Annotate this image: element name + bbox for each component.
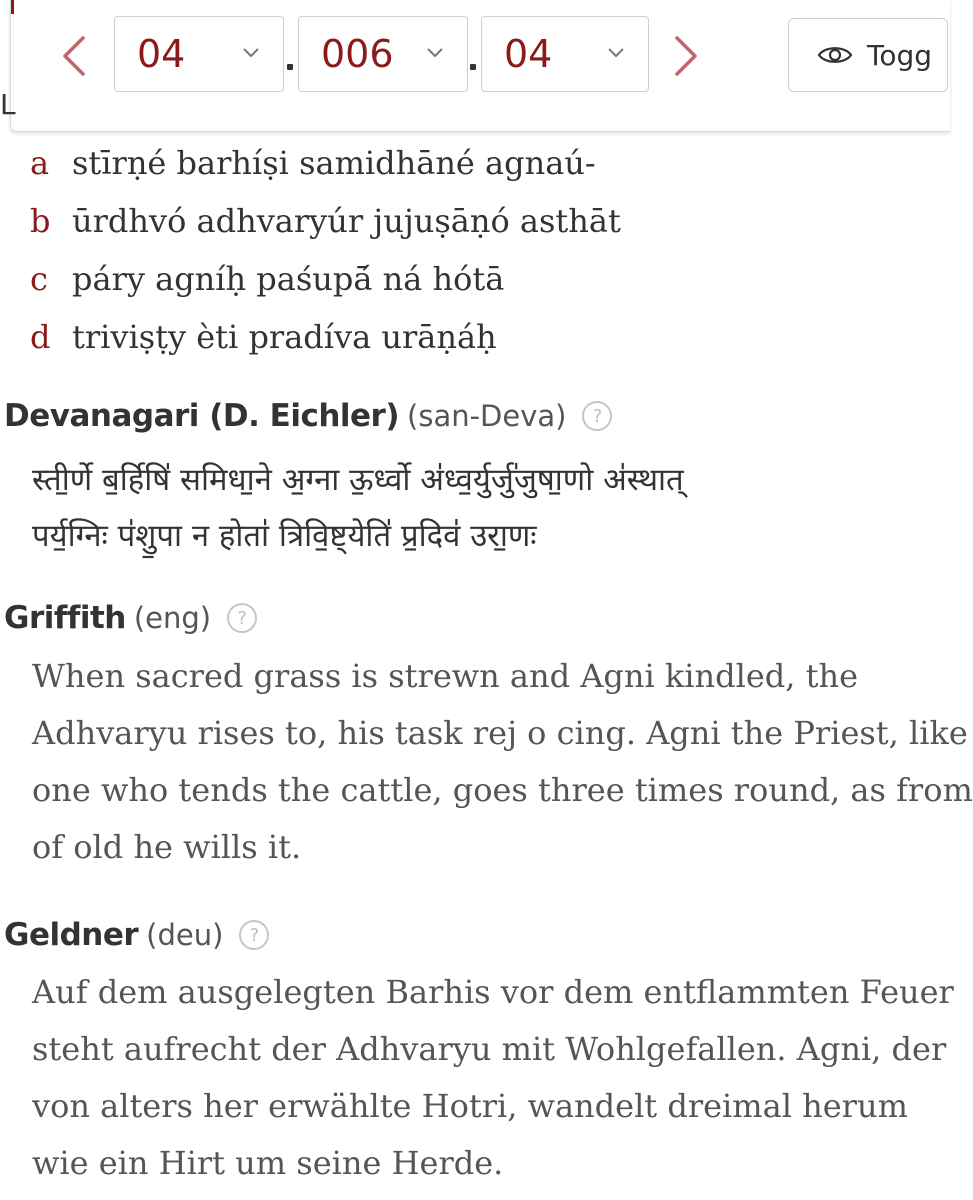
pada-text: stīrṇé barhíṣi samidhāné agnaú- (72, 144, 596, 182)
section-title: Devanagari (D. Eichler) (4, 398, 400, 434)
pada-letter: a (30, 144, 50, 182)
griffith-translation (32, 648, 973, 876)
question-mark-icon[interactable]: ? (227, 603, 257, 633)
section-title: Geldner (4, 917, 139, 953)
translation-line: Auf dem ausgelegten Barhis vor dem entflammten Feuer (32, 973, 954, 1011)
partially-hidden-heading: L (0, 88, 16, 121)
verse-line (30, 192, 621, 250)
devanagari-line: स्ती॒र्णे ब॒र्हिषि॑ समिधा॒ने अ॒ग्ना ऊ॒र्ध्वो अ॑ध्व॒र्युर्जु॑जुषा॒णो अ॑स्थात् (32, 462, 684, 498)
accent-tick (11, 0, 14, 14)
griffith-section-header (4, 600, 257, 636)
translation-line: steht aufrecht der Adhvaryu mit Wohlgefallen. Agni, der (32, 1030, 947, 1068)
question-mark-icon[interactable]: ? (582, 401, 612, 431)
chevron-right-icon (673, 34, 699, 78)
geldner-translation (32, 964, 954, 1192)
hymn-select-value: 006 (321, 32, 394, 76)
verse-padas (30, 134, 621, 366)
toggle-label: Togg (867, 38, 933, 72)
verse-select-value: 04 (504, 32, 553, 76)
pada-letter: d (30, 318, 51, 356)
devanagari-line: पर्य॒ग्निः प॑शु॒पा न होता॑ त्रिवि॒ष्ट्येति॑ प्र॒दिव॑ उरा॒णः (32, 518, 537, 554)
chevron-left-icon (61, 34, 87, 78)
toggle-button[interactable] (788, 18, 948, 92)
pada-text: ūrdhvó adhvaryúr jujuṣāṇó asthāt (72, 202, 621, 240)
chevron-down-icon (425, 46, 445, 60)
eye-icon (817, 43, 853, 67)
book-select-value: 04 (137, 32, 186, 76)
pada-letter: c (30, 260, 48, 298)
verse-line (30, 134, 621, 192)
translation-line: von alters her erwählte Hotri, wandelt dreimal herum (32, 1087, 908, 1125)
verse-line (30, 308, 621, 366)
verse-select[interactable] (481, 16, 649, 92)
translation-line: one who tends the cattle, goes three times round, as from (32, 771, 973, 809)
chevron-down-icon (241, 46, 261, 60)
translation-line: When sacred grass is strewn and Agni kindled, the (32, 657, 858, 695)
section-language: (san-Deva) (407, 399, 567, 433)
translation-line: of old he wills it. (32, 828, 302, 866)
previous-verse-button[interactable] (52, 24, 96, 88)
verse-line (30, 250, 621, 308)
translation-line: wie ein Hirt um seine Herde. (32, 1144, 504, 1182)
separator-dot (470, 64, 478, 72)
geldner-section-header (4, 917, 269, 953)
pada-text: triviṣṭy èti pradíva urāṇáḥ (72, 318, 497, 356)
question-mark-icon[interactable]: ? (239, 920, 269, 950)
book-select[interactable] (114, 16, 284, 92)
devanagari-text (32, 452, 922, 564)
separator-dot (287, 64, 295, 72)
translation-line: Adhvaryu rises to, his task rej o cing. Agni the Priest, like (32, 714, 968, 752)
pada-text: páry agníḥ paśupā́ ná hótā (72, 260, 505, 298)
next-verse-button[interactable] (664, 24, 708, 88)
section-language: (deu) (146, 918, 224, 952)
hymn-select[interactable] (298, 16, 468, 92)
section-language: (eng) (133, 601, 212, 635)
section-title: Griffith (4, 600, 126, 636)
pada-letter: b (30, 202, 51, 240)
devanagari-section-header (4, 398, 612, 434)
chevron-down-icon (606, 46, 626, 60)
